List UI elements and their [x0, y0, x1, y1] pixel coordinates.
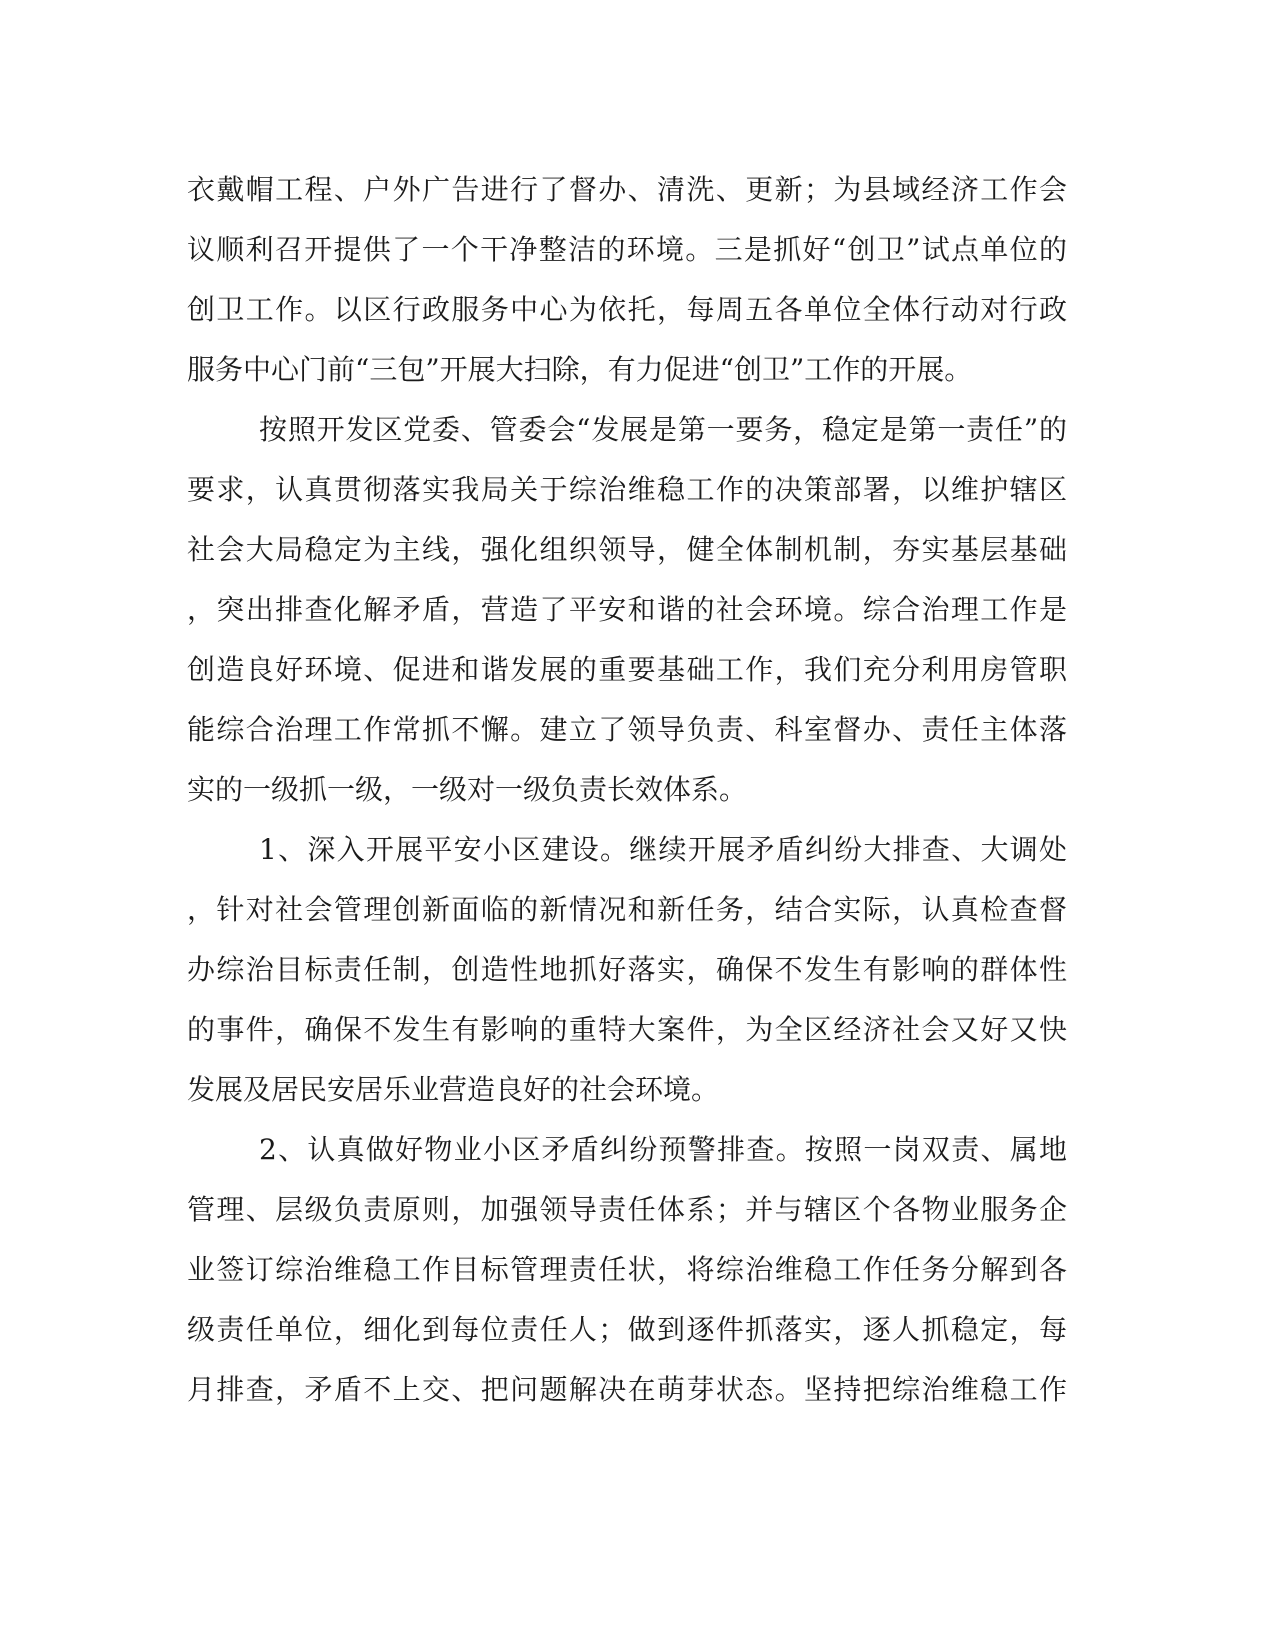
paragraph-2: [187, 400, 1067, 820]
paragraph-line: 创卫工作。以区行政服务中心为依托，每周五各单位全体行动对行政: [187, 293, 1067, 326]
paragraph-line: 2、认真做好物业小区矛盾纠纷预警排查。按照一岗双责、属地: [259, 1133, 1067, 1166]
document-body: [187, 160, 1067, 1420]
paragraph-line: ，针对社会管理创新面临的新情况和新任务，结合实际，认真检查督: [187, 893, 1067, 926]
paragraph-line: 的事件，确保不发生有影响的重特大案件，为全区经济社会又好又快: [187, 1013, 1067, 1046]
paragraph-1: [187, 160, 1067, 400]
paragraph-line: 级责任单位，细化到每位责任人；做到逐件抓落实，逐人抓稳定，每: [187, 1313, 1067, 1346]
paragraph-line: 服务中心门前“三包”开展大扫除，有力促进“创卫”工作的开展。: [187, 353, 973, 386]
paragraph-4: [187, 1120, 1067, 1420]
paragraph-line: 业签订综治维稳工作目标管理责任状，将综治维稳工作任务分解到各: [187, 1253, 1067, 1286]
paragraph-line: 管理、层级负责原则，加强领导责任体系；并与辖区个各物业服务企: [187, 1193, 1067, 1226]
paragraph-line: 实的一级抓一级，一级对一级负责长效体系。: [187, 773, 748, 806]
paragraph-line: 办综治目标责任制，创造性地抓好落实，确保不发生有影响的群体性: [187, 953, 1067, 986]
paragraph-3: [187, 820, 1067, 1120]
paragraph-line: 发展及居民安居乐业营造良好的社会环境。: [187, 1073, 720, 1106]
paragraph-line: ，突出排查化解矛盾，营造了平安和谐的社会环境。综合治理工作是: [187, 593, 1067, 626]
paragraph-line: 能综合治理工作常抓不懈。建立了领导负责、科室督办、责任主体落: [187, 713, 1067, 746]
paragraph-line: 月排查，矛盾不上交、把问题解决在萌芽状态。坚持把综治维稳工作: [187, 1373, 1067, 1406]
paragraph-line: 创造良好环境、促进和谐发展的重要基础工作，我们充分利用房管职: [187, 653, 1067, 686]
paragraph-line: 社会大局稳定为主线，强化组织领导，健全体制机制，夯实基层基础: [187, 533, 1067, 566]
paragraph-line: 1、深入开展平安小区建设。继续开展矛盾纠纷大排查、大调处: [259, 833, 1067, 866]
paragraph-line: 衣戴帽工程、户外广告进行了督办、清洗、更新；为县域经济工作会: [187, 173, 1067, 206]
paragraph-line: 要求，认真贯彻落实我局关于综治维稳工作的决策部署，以维护辖区: [187, 473, 1067, 506]
paragraph-line: 议顺利召开提供了一个干净整洁的环境。三是抓好“创卫”试点单位的: [187, 233, 1067, 266]
paragraph-line: 按照开发区党委、管委会“发展是第一要务，稳定是第一责任”的: [259, 413, 1067, 446]
